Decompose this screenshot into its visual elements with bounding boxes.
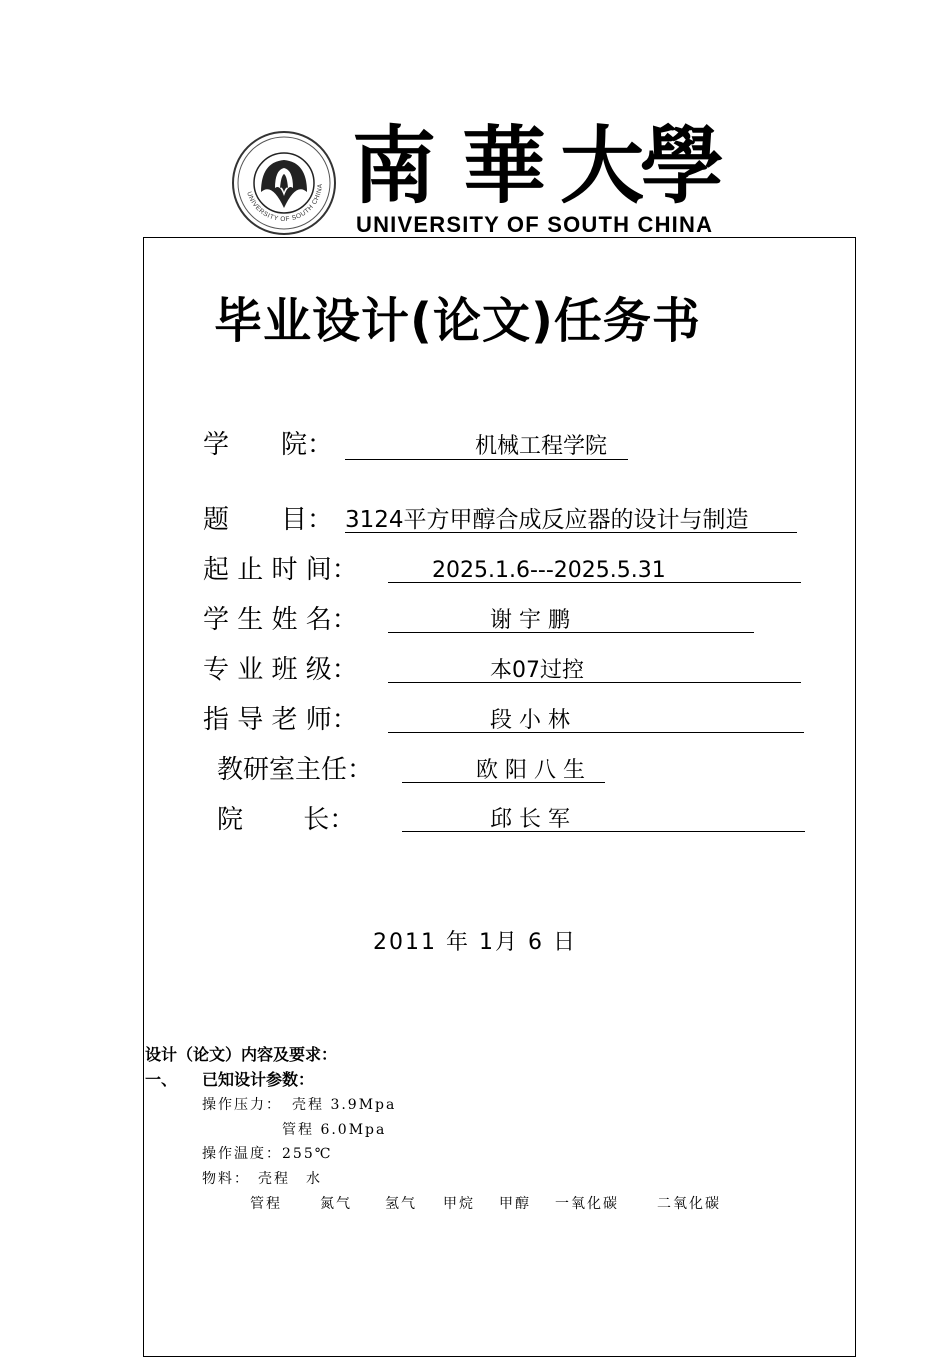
university-name-char: 學 bbox=[640, 116, 725, 215]
material-shell: 壳程 水 bbox=[258, 1171, 322, 1187]
document-title: 毕业设计(论文)任务书 bbox=[214, 293, 701, 349]
major-class-underline bbox=[388, 682, 801, 683]
college-value: 机械工程学院 bbox=[475, 434, 608, 459]
university-name-char: 華 bbox=[462, 116, 547, 215]
document-date: 2011 年 1月 6 日 bbox=[373, 930, 577, 955]
student-name-label: 学 生 姓 名： bbox=[203, 605, 358, 635]
period-value: 2025.1.6---2025.5.31 bbox=[432, 558, 666, 583]
dean-label: 院 长： bbox=[217, 805, 356, 835]
material-item: 甲烷 bbox=[443, 1196, 475, 1212]
director-value: 欧 阳 八 生 bbox=[476, 758, 585, 783]
student-name-underline bbox=[388, 632, 754, 633]
pressure-tube: 管程 6.0Mpa bbox=[282, 1122, 387, 1138]
college-label: 学 院： bbox=[203, 430, 334, 460]
university-name-english: UNIVERSITY OF SOUTH CHINA bbox=[356, 212, 714, 237]
university-name-char: 南 bbox=[352, 116, 437, 215]
pressure-label: 操作压力： bbox=[202, 1097, 282, 1113]
dean-underline bbox=[402, 831, 805, 832]
period-label: 起 止 时 间： bbox=[203, 555, 358, 585]
section-number: 一、 bbox=[145, 1070, 178, 1089]
major-class-value: 本07过控 bbox=[490, 658, 584, 683]
temperature: 操作温度：255℃ bbox=[202, 1146, 333, 1162]
material-tube-label: 管程 bbox=[250, 1196, 282, 1212]
content-heading: 设计（论文）内容及要求： bbox=[145, 1045, 338, 1064]
student-name-value: 谢 宇 鹏 bbox=[490, 608, 570, 633]
advisor-value: 段 小 林 bbox=[490, 708, 570, 733]
material-item: 氮气 bbox=[320, 1196, 352, 1212]
seal-ring-text: UNIVERSITY OF SOUTH CHINA bbox=[245, 183, 325, 224]
university-name-char: 大 bbox=[560, 116, 645, 215]
major-class-label: 专 业 班 级： bbox=[203, 655, 358, 685]
director-label: 教研室主任： bbox=[217, 755, 374, 785]
material-item: 氢气 bbox=[385, 1196, 417, 1212]
topic-label: 题 目： bbox=[203, 505, 334, 535]
section-title: 已知设计参数： bbox=[202, 1070, 315, 1089]
dean-value: 邱 长 军 bbox=[490, 807, 570, 832]
pressure-shell: 壳程 3.9Mpa bbox=[292, 1097, 397, 1113]
material-item: 一氧化碳 bbox=[555, 1196, 619, 1212]
advisor-underline bbox=[388, 732, 804, 733]
university-seal-logo bbox=[231, 130, 337, 236]
document-frame bbox=[143, 237, 856, 1357]
material-item: 二氧化碳 bbox=[657, 1196, 721, 1212]
topic-value: 3124平方甲醇合成反应器的设计与制造 bbox=[345, 507, 749, 533]
material-item: 甲醇 bbox=[499, 1196, 531, 1212]
material-label: 物料： bbox=[202, 1171, 250, 1187]
advisor-label: 指 导 老 师： bbox=[203, 705, 358, 735]
